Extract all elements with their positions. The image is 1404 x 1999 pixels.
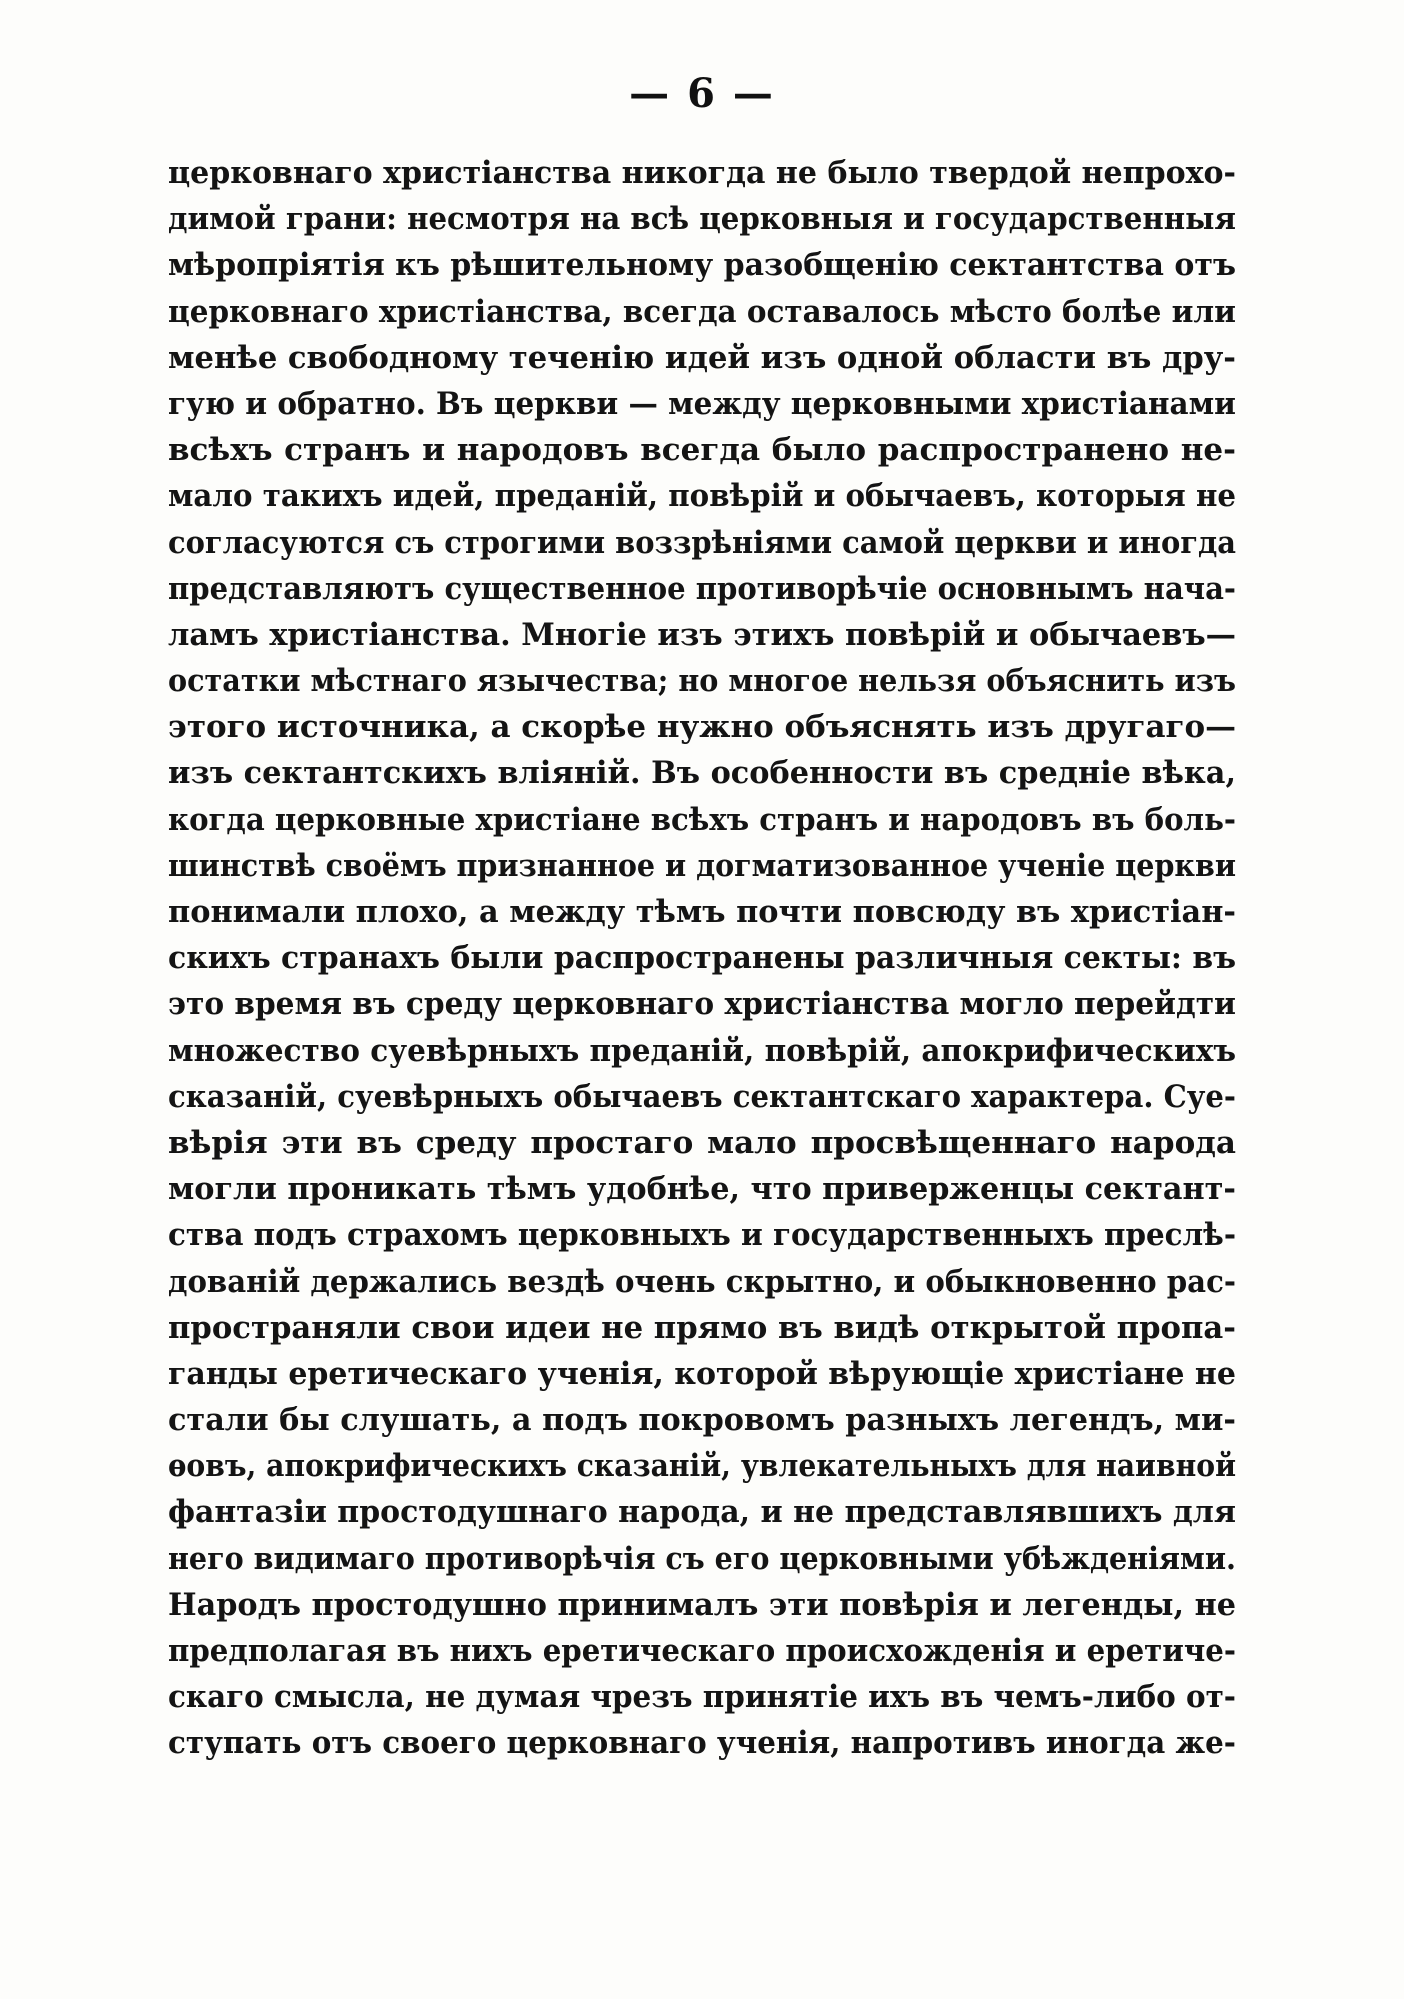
text-line: менѣе свободному теченію идей изъ одной области въ дру-	[168, 339, 1236, 376]
text-line: ступать отъ своего церковнаго ученія, напротивъ иногда же-	[168, 1725, 1236, 1762]
text-line: ганды еретическаго ученія, которой вѣрующіе христіане не	[168, 1355, 1236, 1392]
text-line: когда церковные христіане всѣхъ странъ и народовъ въ боль-	[168, 801, 1236, 838]
text-line: остатки мѣстнаго язычества; но многое нельзя объяснить изъ	[168, 663, 1236, 700]
text-line: сказаній, суевѣрныхъ обычаевъ сектантскаго характера. Суе-	[168, 1078, 1236, 1115]
text-line: согласуются съ строгими воззрѣніями самой церкви и иногда	[168, 524, 1236, 561]
text-line: мало такихъ идей, преданій, повѣрій и обычаевъ, которыя не	[168, 478, 1236, 515]
text-line: пространяли свои идеи не прямо въ видѣ открытой пропа-	[168, 1309, 1236, 1346]
text-line: понимали плохо, а между тѣмъ почти повсюду въ христіан-	[168, 894, 1236, 930]
page-number: — 6 —	[629, 70, 775, 117]
text-line: Народъ простодушно принималъ эти повѣрія и легенды, не	[168, 1586, 1236, 1623]
text-line: могли проникать тѣмъ удобнѣе, что приверженцы сектант-	[168, 1171, 1236, 1208]
text-line: гую и обратно. Въ церкви — между церковными христіанами	[168, 385, 1236, 422]
text-line: мѣропріятія къ рѣшительному разобщенію сектантства отъ	[168, 247, 1236, 284]
text-line: скаго смысла, не думая чрезъ принятіе ихъ въ чемъ-либо от-	[168, 1679, 1236, 1716]
text-line: церковнаго христіанства никогда не было твердой непрохо-	[168, 155, 1236, 191]
text-line: предполагая въ нихъ еретическаго происхожденія и еретиче-	[168, 1633, 1236, 1669]
text-line: изъ сектантскихъ вліяній. Въ особенности въ средніе вѣка,	[168, 755, 1236, 792]
text-line: вѣрія эти въ среду простаго мало просвѣщеннаго народа	[168, 1124, 1236, 1161]
text-line: этого источника, а скорѣе нужно объяснять изъ другаго—	[168, 709, 1236, 746]
text-line: скихъ странахъ были распространены различныя секты: въ	[168, 940, 1236, 977]
text-line: ства подъ страхомъ церковныхъ и государственныхъ преслѣ-	[168, 1217, 1236, 1254]
text-line: димой грани: несмотря на всѣ церковныя и государственныя	[168, 201, 1236, 238]
text-line: всѣхъ странъ и народовъ всегда было распространено не-	[168, 432, 1236, 469]
text-line: фантазіи простодушнаго народа, и не представлявшихъ для	[168, 1494, 1236, 1531]
text-line: стали бы слушать, а подъ покровомъ разныхъ легендъ, ми-	[168, 1402, 1236, 1439]
text-line: него видимаго противорѣчія съ его церковными убѣжденіями.	[168, 1540, 1236, 1577]
body-text	[168, 150, 1236, 1767]
text-line: это время въ среду церковнаго христіанства могло перейдти	[168, 986, 1236, 1023]
text-line: представляютъ существенное противорѣчіе основнымъ нача-	[168, 570, 1236, 607]
text-line: дованій держались вездѣ очень скрытно, и обыкновенно рас-	[168, 1263, 1236, 1300]
text-line: ламъ христіанства. Многіе изъ этихъ повѣрій и обычаевъ—	[168, 616, 1236, 653]
text-line: множество суевѣрныхъ преданій, повѣрій, апокрифическихъ	[168, 1032, 1236, 1069]
text-line: ѳовъ, апокрифическихъ сказаній, увлекательныхъ для наивной	[168, 1448, 1236, 1485]
text-line: шинствѣ своёмъ признанное и догматизованное ученіе церкви	[168, 847, 1236, 884]
text-line: церковнаго христіанства, всегда оставалось мѣсто болѣе или	[168, 293, 1236, 330]
